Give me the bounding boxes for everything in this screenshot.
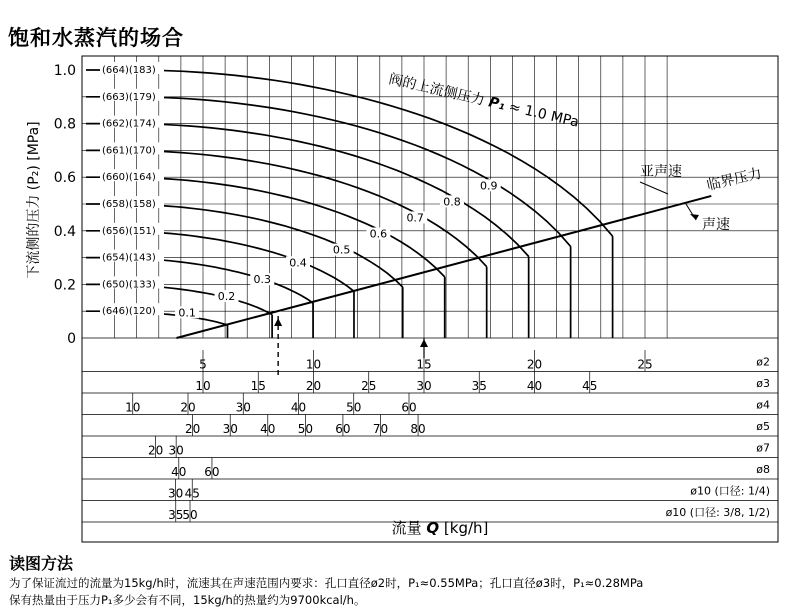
curve-left-label: (658)(158)	[102, 199, 156, 210]
marker-arrowhead-up	[274, 318, 282, 326]
read-method-heading: 读图方法	[9, 554, 74, 573]
scale-tick-label: 30	[235, 400, 251, 415]
scale-tick-label: 50	[346, 400, 362, 415]
scale-tick-label: 25	[637, 357, 653, 372]
x-axis-label-prefix: 流量	[391, 519, 427, 537]
marker-arrowhead	[420, 339, 428, 347]
scale-tick-label: 10	[195, 379, 211, 393]
scale-tick-label: 40	[290, 400, 307, 415]
critical-pressure-label: 临界压力	[705, 165, 764, 194]
curve-left-label: (663)(179)	[102, 91, 156, 103]
scale-tick-label: 30	[416, 379, 432, 393]
curve-value-label: 0.9	[480, 179, 498, 193]
scale-tick-label: 20	[305, 379, 322, 393]
upstream-value-text: ≈ 1.0 MPa	[502, 98, 581, 131]
y-tick-label: 0.8	[53, 116, 76, 133]
curve-value-label: 0.7	[406, 211, 424, 225]
scale-tick-label: 30	[222, 422, 238, 436]
scale-tick-label: 40	[526, 379, 543, 393]
scale-tick-label: 30	[168, 443, 184, 458]
scale-tick-label: 45	[184, 486, 200, 501]
scale-row-label: ø5	[756, 420, 770, 433]
scale-row-label: ø2	[756, 355, 770, 369]
page-title: 饱和水蒸汽的场合	[8, 26, 184, 50]
curve-left-label: (646)(120)	[102, 306, 156, 318]
scale-tick-label: 70	[372, 422, 389, 436]
sonic-label: 声速	[702, 217, 730, 233]
scale-tick-label: 20	[184, 422, 201, 436]
curve-left-label: (661)(170)	[102, 145, 156, 157]
scale-row-label: ø3	[756, 377, 770, 390]
curve-value-label: 0.1	[178, 306, 196, 320]
subsonic-pointer	[640, 182, 668, 194]
y-tick-label: 0.6	[53, 170, 76, 187]
curve-value-label: 0.8	[443, 195, 461, 209]
scale-tick-label: 50	[182, 508, 198, 522]
curve-left-label: (654)(143)	[102, 252, 156, 264]
annotations	[274, 70, 763, 376]
scale-tick-label: 15	[416, 357, 432, 372]
scale-tick-label: 60	[204, 465, 220, 479]
scale-tick-label: 40	[260, 422, 276, 436]
scale-tick-label: 40	[171, 465, 187, 479]
scale-tick-label: 10	[305, 357, 322, 372]
curve-value-label: 0.2	[217, 290, 236, 304]
upstream-label-text: 阀的上流侧压力	[387, 71, 491, 110]
scale-tick-label: 5	[199, 357, 207, 372]
scale-row-label: ø8	[756, 463, 770, 476]
sonic-arrowhead	[690, 214, 699, 220]
upstream-pressure-label	[387, 70, 581, 130]
scale-row-label: ø7	[756, 441, 770, 455]
orifice-scales	[82, 350, 778, 522]
curve-value-label: 0.3	[253, 273, 272, 287]
y-tick-label: 0.2	[53, 277, 76, 294]
read-method-line-1: 为了保证流过的流量为15kg/h时，流速其在声速范围内要求：孔口直径ø2时，P₁≈0.55MPa；孔口直径ø3时，P₁≈0.28MPa	[9, 576, 644, 590]
flow-curve	[86, 70, 613, 236]
read-method-line-2: 保有热量由于压力P₁多少会有不同，15kg/h的热量约为9700kcal/h。	[9, 593, 366, 607]
curve-left-label: (664)(183)	[102, 65, 156, 76]
scale-tick-label: 80	[410, 422, 426, 436]
scale-tick-label: 60	[335, 422, 351, 436]
y-axis-label: 下流侧的压力 (P₂) [MPa]	[26, 121, 42, 279]
curve-left-label: (660)(164)	[102, 172, 156, 184]
scale-tick-label: 35	[471, 379, 487, 393]
x-axis-label-unit: [kg/h]	[439, 519, 489, 537]
flow-curves	[86, 62, 711, 338]
scale-tick-label: 35	[168, 508, 184, 522]
subsonic-label: 亚声速	[640, 164, 682, 180]
y-tick-label: 1.0	[53, 63, 76, 79]
x-axis-label-var: Q	[426, 519, 440, 537]
scale-tick-label: 20	[526, 357, 543, 372]
scale-tick-label: 45	[582, 379, 598, 393]
scale-row-label: ø10 (口径: 3/8, 1/2)	[665, 506, 770, 519]
scale-tick-label: 15	[250, 379, 266, 393]
scale-row-label: ø10 (口径: 1/4)	[690, 484, 770, 498]
scale-row-label: ø4	[756, 398, 770, 412]
curve-left-label: (656)(151)	[102, 225, 156, 237]
scale-tick-label: 10	[125, 400, 141, 415]
scale-tick-label: 20	[147, 443, 164, 458]
curve-left-label: (650)(133)	[102, 279, 156, 291]
curve-left-label: (662)(174)	[102, 118, 156, 130]
scale-tick-label: 20	[180, 400, 196, 415]
curve-value-label: 0.6	[369, 227, 388, 241]
curve-value-label: 0.5	[332, 243, 351, 257]
scale-tick-label: 25	[361, 379, 377, 393]
scale-tick-label: 60	[401, 400, 417, 415]
upstream-var-text: P₁	[486, 94, 507, 114]
curve-value-label: 0.4	[289, 256, 307, 270]
scale-tick-label: 30	[168, 486, 184, 501]
y-tick-label: 0.4	[53, 223, 76, 240]
y-tick-label: 0	[67, 331, 76, 347]
scale-tick-label: 50	[297, 422, 313, 436]
